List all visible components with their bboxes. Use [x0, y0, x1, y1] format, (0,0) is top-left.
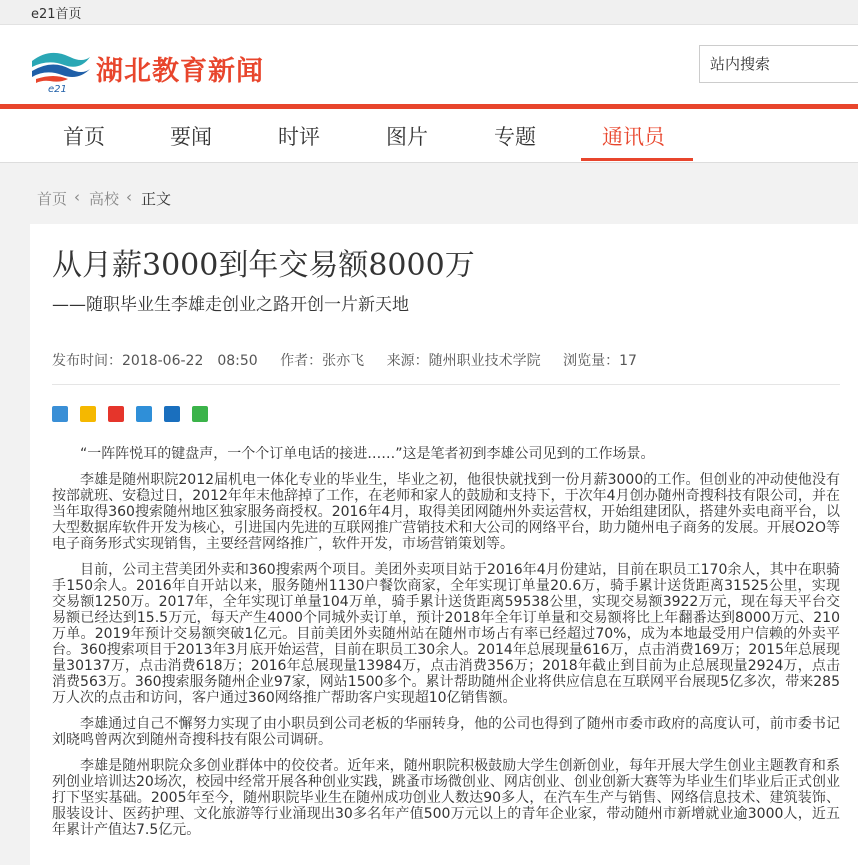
top-bar — [0, 0, 858, 25]
search-input[interactable] — [700, 46, 858, 82]
view-count: 浏览量：17 — [563, 353, 637, 369]
e21-home-link[interactable]: e21首页 — [31, 7, 82, 22]
article-paragraph: 目前，公司主营美团外卖和360搜索两个项目。美团外卖项目站于2016年4月份建站，目前在职员工170余人，其中在职骑手150余人。2016年自开站以来，服务随州1130户餐饮商家，全年实现订单量20.6万，骑手累计送货距离31525公里，实现交易额1250万。2017年，全年实现订单量104万单，骑手累计送货距离59538公里，实现交易额3922万元，现在每天平台交易额已经达到15.5万元，每天产生4000个同城外卖订单，预计2018年全年订单量和交易额将比上年翻番达到8000万元、210万单。2019年预计交易额突破1亿元。目前美团外卖随州站在随州市场占有率已经超过70%，成为本地最受用户信赖的外卖平台。360搜索项目于2013年3月底开始运营，目前在职员工30余人。2014年总展现量616万，点击消费169万；2015年总展现量30137万，点击消费618万；2016年总展现量13984万，点击消费356万；2018年截止到目前为止总展现量2924万，点击消费563万。360搜索服务随州企业97家，网站1500多个。累计帮助随州企业将供应信息在互联网平台展现5亿多次，带来285万人次的点击和访问，客户通过360网络推广帮助客户实现超10亿销售额。 — [52, 562, 840, 706]
weibo-icon[interactable] — [108, 406, 124, 422]
meta-divider — [52, 384, 840, 385]
publish-time: 发布时间：2018-06-22 08:50 — [52, 353, 258, 369]
source: 来源：随州职业技术学院 — [386, 353, 541, 369]
nav-item-correspondent[interactable]: 通讯员 — [602, 125, 665, 149]
article-paragraph: 李雄通过自己不懈努力实现了由小职员到公司老板的华丽转身，他的公司也得到了随州市委市政府的高度认可，前市委书记刘晓鸣曾两次到随州奇搜科技有限公司调研。 — [52, 716, 840, 748]
nav-item-commentary[interactable]: 时评 — [278, 125, 320, 149]
logo-wave-icon — [30, 47, 92, 93]
qzone-icon[interactable] — [80, 406, 96, 422]
site-title[interactable]: 湖北教育新闻 — [96, 56, 264, 87]
breadcrumb-separator-icon: ‹ — [74, 188, 80, 206]
breadcrumb-university[interactable]: 高校 — [89, 190, 120, 208]
author: 作者：张亦飞 — [280, 353, 365, 369]
article-paragraph: 李雄是随州职院2012届机电一体化专业的毕业生，毕业之初，他很快就找到一份月薪3000的工作。但创业的冲动使他没有按部就班、安稳过日，2012年年末他辞掉了工作，在老师和家人的鼓励和支持下，于次年4月创办随州奇搜科技有限公司，并在当年取得360搜索随州地区独家服务商授权。2016年4月，取得美团网随州外卖运营权，开始组建团队，搭建外卖电商平台，以大型数据库软件开发为核心，引进国内先进的互联网推广营销技术和大公司的网络平台，助力随州电子商务的发展。开展O2O等电子商务形式实现销售，主要经营网络推广，软件开发，市场营销策划等。 — [52, 472, 840, 552]
renren-icon[interactable] — [164, 406, 180, 422]
article-paragraph: 李雄是随州职院众多创业群体中的佼佼者。近年来，随州职院积极鼓励大学生创新创业，每年开展大学生创业主题教育和系列创业培训达20场次，校园中经常开展各种创业实践，跳蚤市场微创业、网店创业、创业创新大赛等为毕业生们毕业后正式创业打下坚实基础。2005年至今，随州职院毕业生在随州成功创业人数达90多人，在汽车生产与销售、网络信息技术、建筑装饰、服装设计、医药护理、文化旅游等行业涌现出30多名年产值500万元以上的青年企业家，带动随州市新增就业逾3000人，近五年累计产值达7.5亿元。 — [52, 758, 840, 838]
article-body — [52, 446, 840, 848]
logo-sub-text: e21 — [48, 84, 67, 93]
share-bar — [52, 406, 215, 422]
breadcrumb-home[interactable]: 首页 — [37, 190, 68, 208]
article-subtitle: ——随职毕业生李雄走创业之路开创一片新天地 — [52, 295, 409, 315]
qq-icon[interactable] — [136, 406, 152, 422]
breadcrumb-separator-icon: ‹ — [126, 188, 132, 206]
main-nav — [0, 109, 858, 163]
share-plus-icon[interactable] — [52, 406, 68, 422]
wechat-icon[interactable] — [192, 406, 208, 422]
article-meta — [52, 350, 655, 370]
article-title: 从月薪3000到年交易额8000万 — [52, 248, 475, 283]
nav-item-home[interactable]: 首页 — [63, 125, 105, 149]
article — [30, 224, 858, 865]
nav-item-news[interactable]: 要闻 — [170, 125, 212, 149]
nav-active-indicator — [581, 158, 693, 161]
article-paragraph: “一阵阵悦耳的键盘声，一个个订单电话的接进……”这是笔者初到李雄公司见到的工作场景。 — [80, 446, 655, 462]
site-search — [699, 45, 858, 83]
site-header — [0, 25, 858, 105]
nav-item-images[interactable]: 图片 — [386, 125, 428, 149]
nav-item-topics[interactable]: 专题 — [494, 125, 536, 149]
breadcrumb-current: 正文 — [141, 190, 172, 208]
